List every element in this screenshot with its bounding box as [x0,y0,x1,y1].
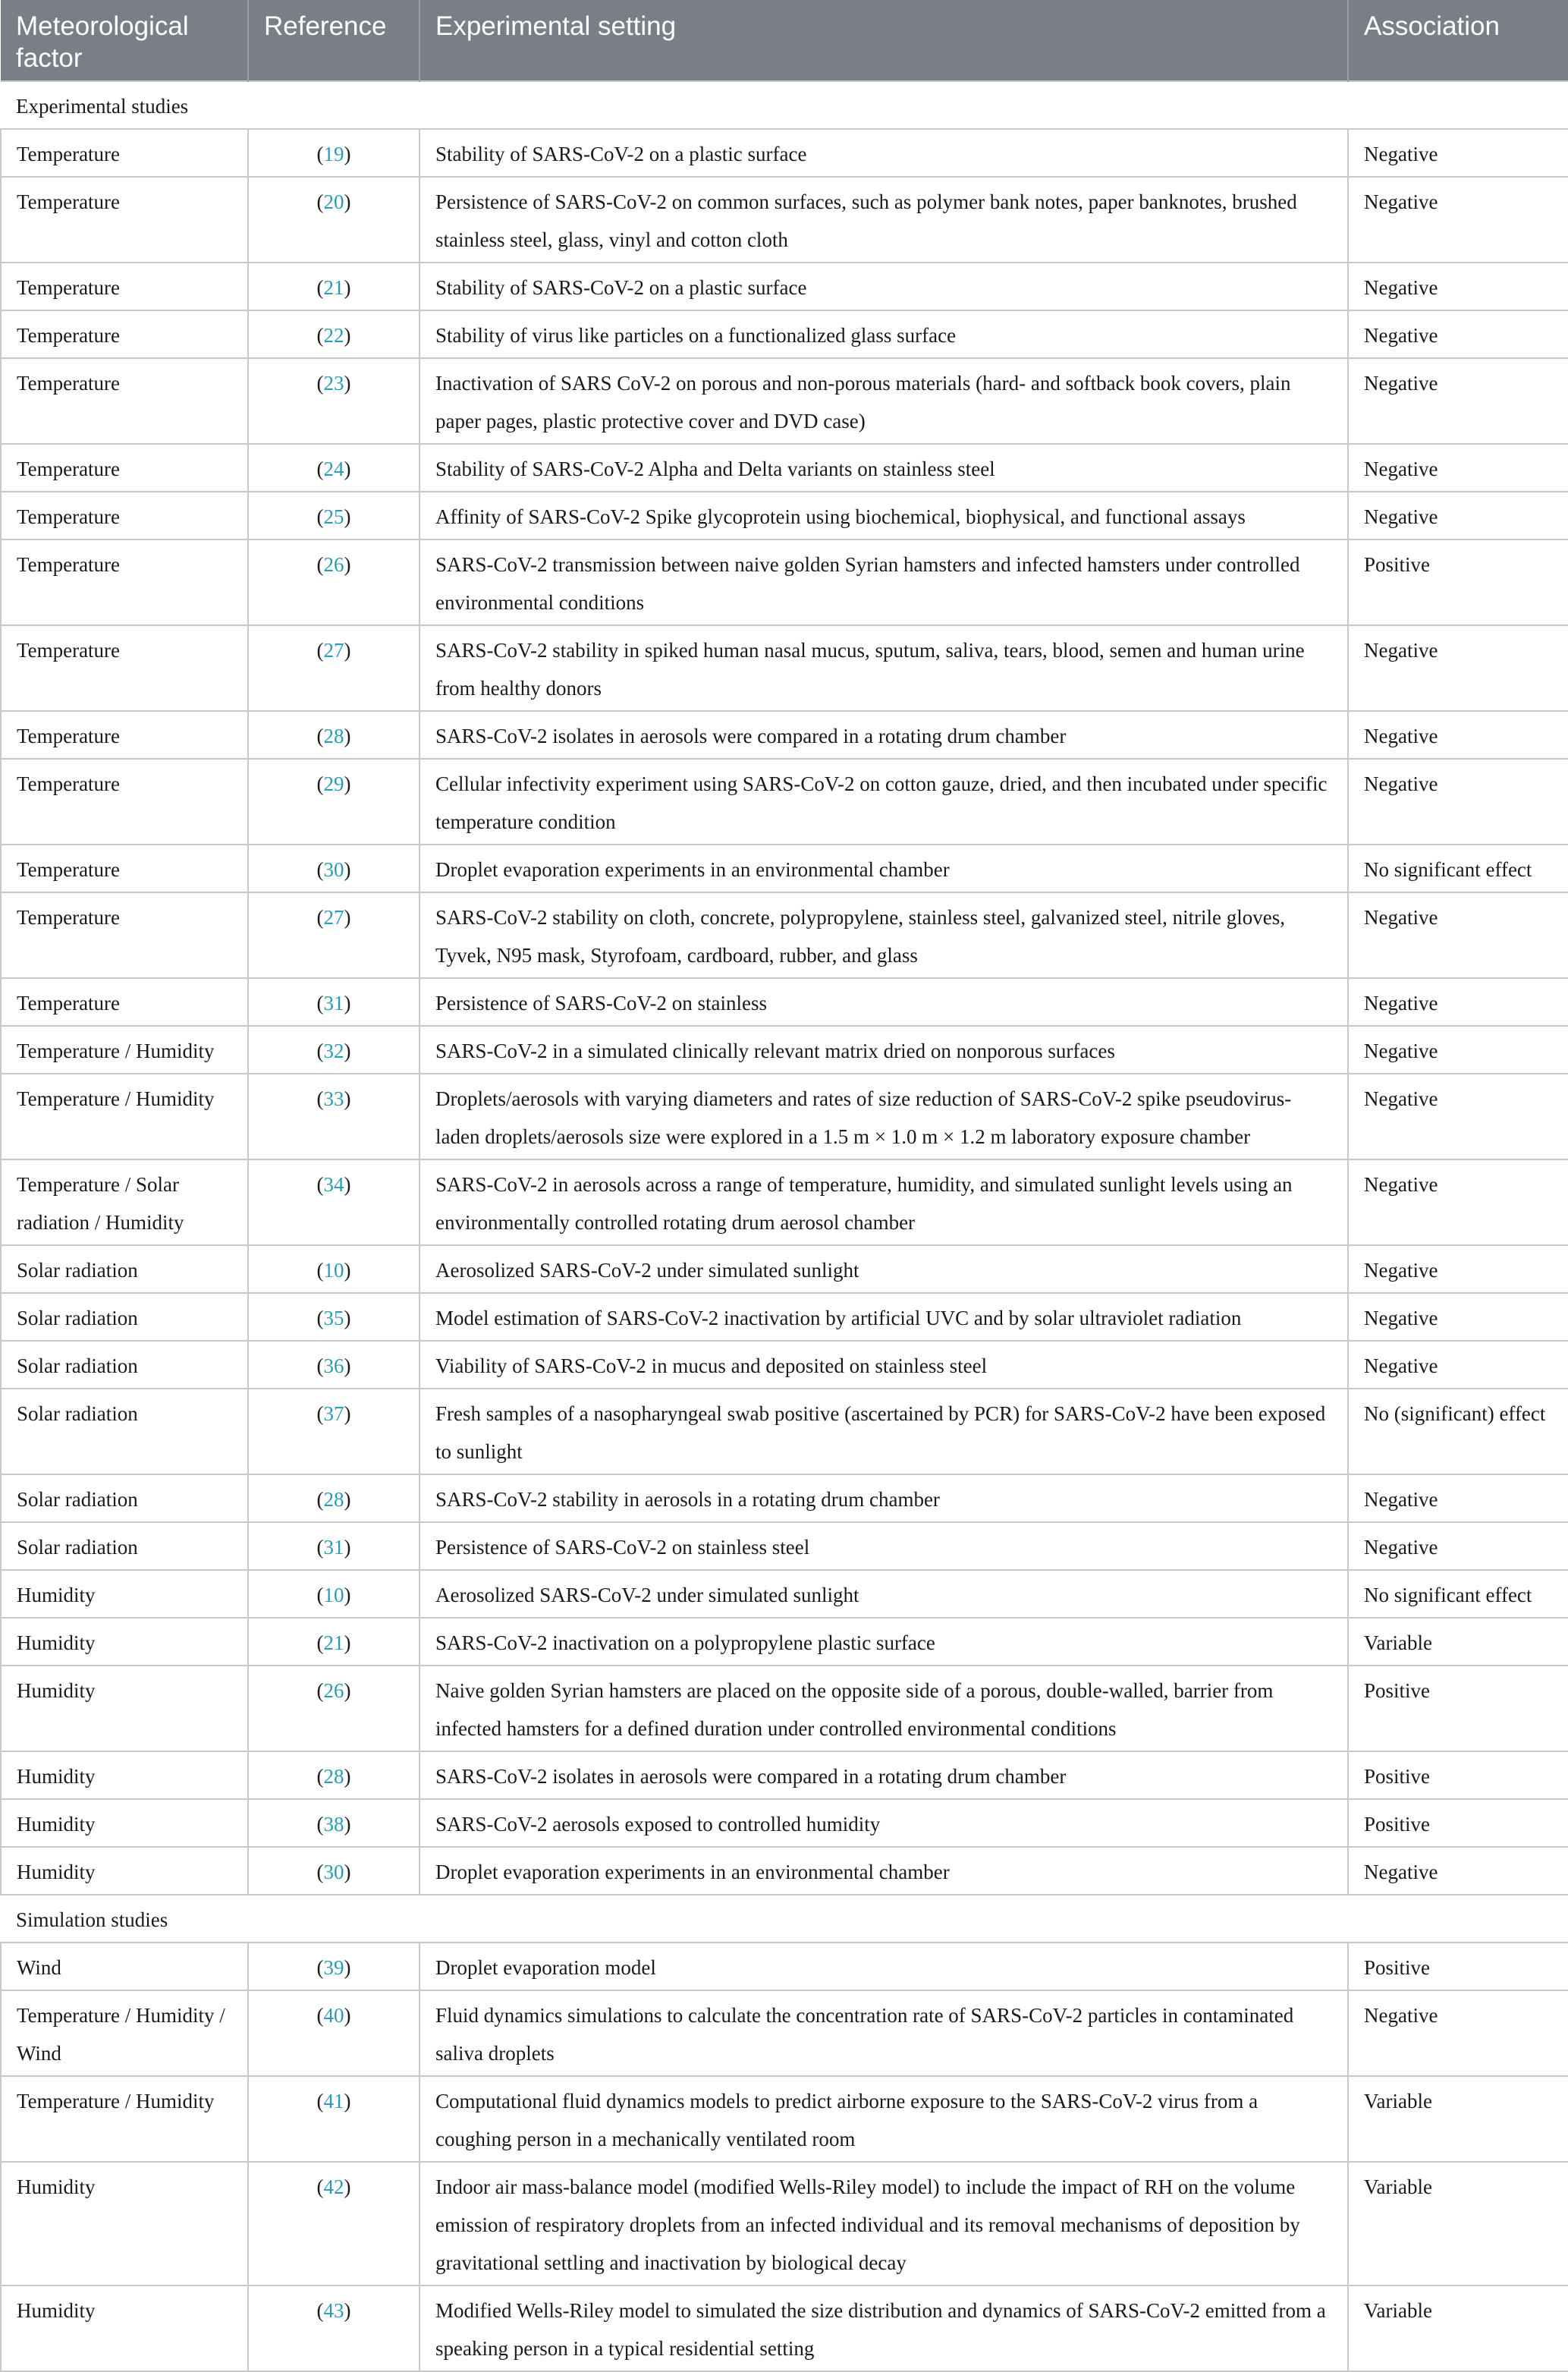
association-cell: Negative [1348,358,1568,444]
reference-cell: (43) [248,2285,419,2371]
setting-cell: Fluid dynamics simulations to calculate the concentration rate of SARS-CoV-2 particles in contaminated saliva droplets [419,1990,1348,2076]
association-cell: Positive [1348,540,1568,625]
setting-cell: Indoor air mass-balance model (modified Wells-Riley model) to include the impact of RH on the volume emission of respiratory droplets from an infected individual and its removal mechanisms of deposition by gravitational settling and inactivation by biological decay [419,2162,1348,2285]
association-cell: Variable [1348,1618,1568,1666]
table-row [1,1341,1568,1389]
reference-cell: (31) [248,1522,419,1570]
table-row [1,1159,1568,1245]
reference-link[interactable]: 29 [323,772,344,795]
table-row [1,2162,1568,2285]
setting-cell: SARS-CoV-2 isolates in aerosols were compared in a rotating drum chamber [419,1751,1348,1799]
reference-link[interactable]: 38 [323,1813,344,1836]
factor-cell: Temperature / Humidity [1,1074,248,1159]
factor-cell: Temperature [1,263,248,310]
reference-cell: (21) [248,263,419,310]
setting-cell: Affinity of SARS-CoV-2 Spike glycoprotein using biochemical, biophysical, and functional assays [419,492,1348,540]
association-cell: Negative [1348,1847,1568,1895]
header-row [1,0,1568,81]
setting-cell: SARS-CoV-2 in a simulated clinically relevant matrix dried on nonporous surfaces [419,1026,1348,1074]
reference-link[interactable]: 42 [323,2175,344,2198]
reference-link[interactable]: 28 [323,1765,344,1788]
table-row [1,1293,1568,1341]
factor-cell: Humidity [1,2285,248,2371]
setting-cell: Stability of SARS-CoV-2 on a plastic surface [419,263,1348,310]
reference-cell: (20) [248,177,419,263]
setting-cell: Cellular infectivity experiment using SARS-CoV-2 on cotton gauze, dried, and then incubated under specific temperature condition [419,759,1348,845]
association-cell: Negative [1348,1245,1568,1293]
reference-cell: (28) [248,1751,419,1799]
factor-cell: Temperature [1,358,248,444]
table-row [1,2285,1568,2371]
setting-cell: Fresh samples of a nasopharyngeal swab positive (ascertained by PCR) for SARS-CoV-2 have been exposed to sunlight [419,1389,1348,1474]
factor-cell: Solar radiation [1,1245,248,1293]
reference-cell: (19) [248,129,419,177]
table-row [1,711,1568,759]
association-cell: Negative [1348,1522,1568,1570]
setting-cell: SARS-CoV-2 in aerosols across a range of temperature, humidity, and simulated sunlight levels using an environmentally controlled rotating drum aerosol chamber [419,1159,1348,1245]
setting-cell: Modified Wells-Riley model to simulated the size distribution and dynamics of SARS-CoV-2 emitted from a speaking person in a typical residential setting [419,2285,1348,2371]
setting-cell: SARS-CoV-2 stability in spiked human nasal mucus, sputum, saliva, tears, blood, semen and human urine from healthy donors [419,625,1348,711]
factor-cell: Temperature [1,892,248,978]
setting-cell: Aerosolized SARS-CoV-2 under simulated sunlight [419,1245,1348,1293]
table-row [1,845,1568,892]
association-cell: No significant effect [1348,1570,1568,1618]
setting-cell: Droplet evaporation experiments in an environmental chamber [419,1847,1348,1895]
reference-cell: (39) [248,1943,419,1990]
reference-cell: (30) [248,845,419,892]
table-row [1,1570,1568,1618]
setting-cell: SARS-CoV-2 stability on cloth, concrete, polypropylene, stainless steel, galvanized steel, nitrile gloves, Tyvek, N95 mask, Styrofoam, cardboard, rubber, and glass [419,892,1348,978]
factor-cell: Temperature [1,625,248,711]
factor-cell: Temperature / Humidity / Wind [1,1990,248,2076]
table-header [1,0,1568,81]
setting-cell: Stability of SARS-CoV-2 on a plastic surface [419,129,1348,177]
association-cell: Negative [1348,892,1568,978]
reference-cell: (42) [248,2162,419,2285]
factor-cell: Solar radiation [1,1293,248,1341]
reference-link[interactable]: 24 [323,458,344,480]
factor-cell: Temperature [1,444,248,492]
factor-cell: Wind [1,1943,248,1990]
factor-cell: Temperature [1,711,248,759]
table-row [1,1799,1568,1847]
reference-cell: (28) [248,1474,419,1522]
association-cell: Negative [1348,978,1568,1026]
factor-cell: Humidity [1,1847,248,1895]
factor-cell: Temperature [1,978,248,1026]
table-row [1,2076,1568,2162]
table-row [1,1751,1568,1799]
reference-cell: (22) [248,310,419,358]
reference-cell: (21) [248,1618,419,1666]
factor-cell: Temperature / Humidity [1,1026,248,1074]
table-row [1,540,1568,625]
reference-link[interactable]: 25 [323,505,344,528]
reference-cell: (35) [248,1293,419,1341]
reference-cell: (33) [248,1074,419,1159]
setting-cell: SARS-CoV-2 aerosols exposed to controlled humidity [419,1799,1348,1847]
association-cell: Variable [1348,2285,1568,2371]
reference-link[interactable]: 31 [323,992,344,1015]
setting-cell: SARS-CoV-2 inactivation on a polypropylene plastic surface [419,1618,1348,1666]
reference-link[interactable]: 32 [323,1040,344,1062]
association-cell: Negative [1348,1026,1568,1074]
reference-cell: (10) [248,1570,419,1618]
factor-cell: Humidity [1,1751,248,1799]
setting-cell: Droplet evaporation model [419,1943,1348,1990]
reference-cell: (24) [248,444,419,492]
factor-cell: Temperature [1,177,248,263]
factor-cell: Solar radiation [1,1389,248,1474]
factor-cell: Humidity [1,1799,248,1847]
factor-cell: Humidity [1,1618,248,1666]
factor-cell: Temperature [1,845,248,892]
setting-cell: SARS-CoV-2 isolates in aerosols were compared in a rotating drum chamber [419,711,1348,759]
factor-cell: Solar radiation [1,1474,248,1522]
setting-cell: Droplet evaporation experiments in an environmental chamber [419,845,1348,892]
factor-cell: Temperature / Humidity [1,2076,248,2162]
reference-link[interactable]: 21 [323,1631,344,1654]
section-row [1,1895,1568,1943]
reference-link[interactable]: 41 [323,2090,344,2112]
section-title: Experimental studies [1,81,1568,129]
table-row [1,1666,1568,1751]
association-cell: Negative [1348,310,1568,358]
association-cell: Negative [1348,1159,1568,1245]
reference-cell: (27) [248,892,419,978]
setting-cell: Droplets/aerosols with varying diameters and rates of size reduction of SARS-CoV-2 spike pseudovirus-laden droplets/aerosols size were explored in a 1.5 m × 1.0 m × 1.2 m laboratory exposure chamber [419,1074,1348,1159]
setting-cell: Stability of virus like particles on a functionalized glass surface [419,310,1348,358]
factor-cell: Temperature [1,129,248,177]
table-row [1,1522,1568,1570]
association-cell: Negative [1348,1474,1568,1522]
setting-cell: Model estimation of SARS-CoV-2 inactivation by artificial UVC and by solar ultraviolet radiation [419,1293,1348,1341]
factor-cell: Humidity [1,1666,248,1751]
association-cell: Negative [1348,263,1568,310]
reference-link[interactable]: 39 [323,1956,344,1979]
reference-link[interactable]: 33 [323,1087,344,1110]
table-row [1,263,1568,310]
setting-cell: Inactivation of SARS CoV-2 on porous and non-porous materials (hard- and softback book covers, plain paper pages, plastic protective cover and DVD case) [419,358,1348,444]
reference-cell: (28) [248,711,419,759]
table-row [1,978,1568,1026]
factor-cell: Solar radiation [1,1341,248,1389]
reference-link[interactable]: 10 [323,1584,344,1606]
association-cell: Positive [1348,1666,1568,1751]
header-association: Association [1348,0,1568,81]
header-meteorological-factor: Meteorological factor [1,0,248,81]
table-row [1,1245,1568,1293]
reference-cell: (32) [248,1026,419,1074]
factor-cell: Humidity [1,2162,248,2285]
setting-cell: Persistence of SARS-CoV-2 on stainless [419,978,1348,1026]
reference-cell: (40) [248,1990,419,2076]
association-cell: Negative [1348,492,1568,540]
association-cell: Negative [1348,1074,1568,1159]
reference-link[interactable]: 26 [323,553,344,576]
reference-link[interactable]: 20 [323,190,344,213]
table-row [1,1943,1568,1990]
association-cell: Variable [1348,2162,1568,2285]
association-cell: Positive [1348,1751,1568,1799]
header-reference: Reference [248,0,419,81]
association-cell: Negative [1348,177,1568,263]
reference-cell: (10) [248,1245,419,1293]
reference-link[interactable]: 27 [323,639,344,662]
association-cell: Negative [1348,759,1568,845]
table-row [1,892,1568,978]
table-row [1,177,1568,263]
setting-cell: SARS-CoV-2 stability in aerosols in a rotating drum chamber [419,1474,1348,1522]
reference-cell: (41) [248,2076,419,2162]
table-row [1,1847,1568,1895]
factor-cell: Temperature [1,492,248,540]
reference-link[interactable]: 19 [323,143,344,165]
factor-cell: Temperature [1,310,248,358]
setting-cell: Computational fluid dynamics models to predict airborne exposure to the SARS-CoV-2 virus from a coughing person in a mechanically ventilated room [419,2076,1348,2162]
setting-cell: Naive golden Syrian hamsters are placed on the opposite side of a porous, double-walled, barrier from infected hamsters for a defined duration under controlled environmental conditions [419,1666,1348,1751]
reference-cell: (26) [248,1666,419,1751]
reference-link[interactable]: 35 [323,1307,344,1329]
association-cell: No (significant) effect [1348,1389,1568,1474]
reference-cell: (27) [248,625,419,711]
reference-link[interactable]: 30 [323,858,344,881]
reference-cell: (34) [248,1159,419,1245]
reference-cell: (29) [248,759,419,845]
reference-cell: (30) [248,1847,419,1895]
reference-cell: (36) [248,1341,419,1389]
reference-link[interactable]: 31 [323,1536,344,1559]
section-row [1,81,1568,129]
association-cell: Negative [1348,1341,1568,1389]
table-body [1,81,1568,2371]
reference-link[interactable]: 28 [323,725,344,747]
association-cell: Negative [1348,711,1568,759]
association-cell: No significant effect [1348,845,1568,892]
table-row [1,1990,1568,2076]
reference-cell: (23) [248,358,419,444]
table-row [1,1389,1568,1474]
table-row [1,310,1568,358]
setting-cell: SARS-CoV-2 transmission between naive golden Syrian hamsters and infected hamsters under controlled environmental conditions [419,540,1348,625]
reference-link[interactable]: 22 [323,324,344,347]
reference-link[interactable]: 30 [323,1861,344,1883]
factor-cell: Humidity [1,1570,248,1618]
table-row [1,358,1568,444]
reference-link[interactable]: 10 [323,1259,344,1282]
reference-cell: (26) [248,540,419,625]
table-row [1,1026,1568,1074]
association-cell: Positive [1348,1943,1568,1990]
setting-cell: Stability of SARS-CoV-2 Alpha and Delta variants on stainless steel [419,444,1348,492]
association-cell: Negative [1348,129,1568,177]
table-row [1,1074,1568,1159]
factor-cell: Temperature / Solar radiation / Humidity [1,1159,248,1245]
reference-cell: (31) [248,978,419,1026]
table-row [1,1618,1568,1666]
reference-link[interactable]: 27 [323,906,344,929]
reference-link[interactable]: 26 [323,1679,344,1702]
association-cell: Negative [1348,625,1568,711]
table-row [1,1474,1568,1522]
reference-link[interactable]: 21 [323,276,344,299]
factor-cell: Temperature [1,759,248,845]
section-title: Simulation studies [1,1895,1568,1943]
reference-cell: (38) [248,1799,419,1847]
setting-cell: Persistence of SARS-CoV-2 on common surfaces, such as polymer bank notes, paper banknotes, brushed stainless steel, glass, vinyl and cotton cloth [419,177,1348,263]
reference-link[interactable]: 34 [323,1173,344,1196]
setting-cell: Persistence of SARS-CoV-2 on stainless steel [419,1522,1348,1570]
reference-link[interactable]: 40 [323,2004,344,2027]
factor-cell: Solar radiation [1,1522,248,1570]
table-row [1,129,1568,177]
reference-link[interactable]: 28 [323,1488,344,1511]
table-row [1,759,1568,845]
association-cell: Variable [1348,2076,1568,2162]
setting-cell: Viability of SARS-CoV-2 in mucus and deposited on stainless steel [419,1341,1348,1389]
reference-link[interactable]: 23 [323,372,344,395]
reference-cell: (37) [248,1389,419,1474]
table-row [1,444,1568,492]
table-row [1,625,1568,711]
association-cell: Negative [1348,1293,1568,1341]
header-experimental-setting: Experimental setting [419,0,1348,81]
factor-cell: Temperature [1,540,248,625]
setting-cell: Aerosolized SARS-CoV-2 under simulated sunlight [419,1570,1348,1618]
association-cell: Negative [1348,1990,1568,2076]
reference-link[interactable]: 43 [323,2299,344,2322]
reference-cell: (25) [248,492,419,540]
association-cell: Negative [1348,444,1568,492]
reference-link[interactable]: 36 [323,1354,344,1377]
table-row [1,492,1568,540]
reference-link[interactable]: 37 [323,1402,344,1425]
association-cell: Positive [1348,1799,1568,1847]
